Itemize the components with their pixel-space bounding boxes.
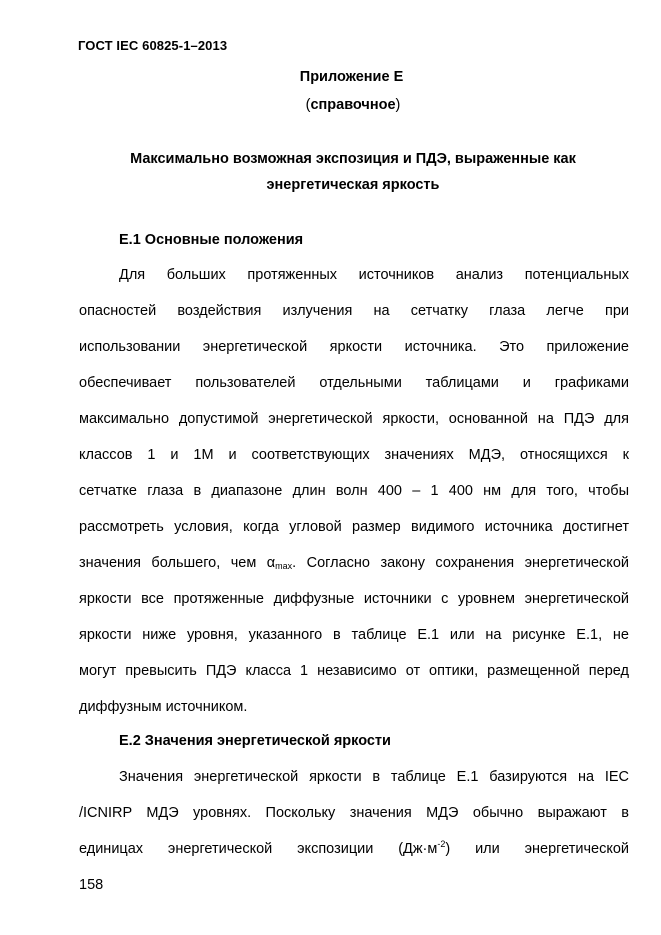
paragraph-line-alpha-max — [79, 554, 629, 572]
paragraph-line-last: диффузным источником. — [79, 699, 248, 715]
paragraph-line: яркости все протяженные диффузные источники с уровнем энергетической — [79, 591, 629, 607]
main-title-line-1: Максимально возможная экспозиция и ПДЭ, выраженные как — [130, 151, 576, 167]
annex-title: Приложение Е — [299, 69, 404, 85]
paragraph-line: использовании энергетической яркости источника. Это приложение — [79, 339, 629, 355]
annex-subtitle-close: ) — [395, 97, 401, 113]
paragraph-line: опасностей воздействия излучения на сетчатку глаза легче при — [79, 303, 629, 319]
units-superscript: -2 — [437, 839, 446, 849]
annex-subtitle-open: ( — [305, 97, 311, 113]
annex-subtitle — [0, 97, 661, 113]
units-text-after: ) или энергетической — [445, 841, 629, 857]
annex-subtitle-word: справочное — [310, 97, 396, 113]
section-heading-e1: Е.1 Основные положения — [119, 232, 304, 248]
alpha-text-before: значения большего, чем α — [79, 555, 276, 571]
paragraph-line: обеспечивает пользователей отдельными таблицами и графиками — [79, 375, 629, 391]
section-heading-e2: Е.2 Значения энергетической яркости — [119, 733, 391, 749]
paragraph-line-units — [79, 840, 629, 858]
alpha-text-after: . Согласно закону сохранения энергетической — [292, 555, 629, 571]
paragraph-line: рассмотреть условия, когда угловой размер видимого источника достигнет — [79, 519, 629, 535]
paragraph-line: сетчатке глаза в диапазоне длин волн 400 – 1 400 нм для того, чтобы — [79, 483, 629, 499]
alpha-subscript: max — [275, 561, 293, 571]
paragraph-line: яркости ниже уровня, указанного в таблице Е.1 или на рисунке Е.1, не — [79, 627, 629, 643]
units-text-before: единицах энергетической экспозиции (Дж·м — [79, 841, 438, 857]
standard-code-header: ГОСТ IEC 60825-1–2013 — [78, 38, 228, 53]
paragraph-line: классов 1 и 1М и соответствующих значениях МДЭ, относящихся к — [79, 447, 629, 463]
paragraph-line: могут превысить ПДЭ класса 1 независимо от оптики, размещенной перед — [79, 663, 629, 679]
page-number: 158 — [79, 877, 104, 893]
paragraph-line: Для больших протяженных источников анализ потенциальных — [119, 267, 629, 283]
paragraph-line: Значения энергетической яркости в таблице Е.1 базируются на IEC — [119, 769, 629, 785]
paragraph-line: /ICNIRP МДЭ уровнях. Поскольку значения МДЭ обычно выражают в — [79, 805, 629, 821]
main-title-line-2: энергетическая яркость — [266, 177, 440, 193]
paragraph-line: максимально допустимой энергетической яркости, основанной на ПДЭ для — [79, 411, 629, 427]
